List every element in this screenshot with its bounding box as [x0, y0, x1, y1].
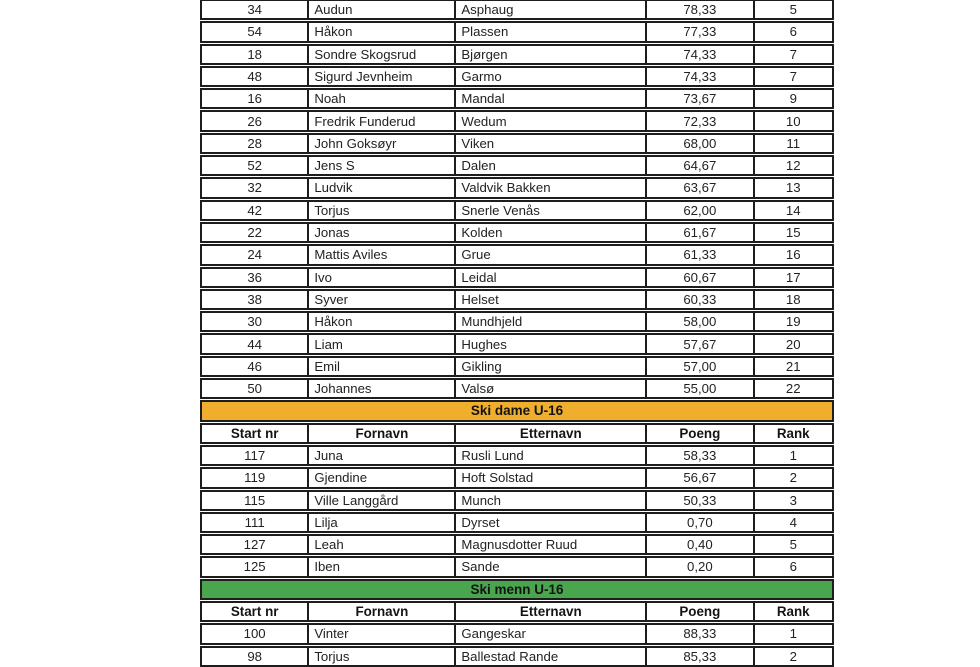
cell-etternavn: Valdvik Bakken — [456, 179, 647, 196]
header-cell-startnr: Start nr — [202, 425, 309, 442]
cell-etternavn: Kolden — [456, 224, 647, 241]
cell-etternavn: Wedum — [456, 112, 647, 129]
cell-fornavn: Jens S — [309, 157, 456, 174]
cell-rank: 1 — [789, 626, 797, 642]
table-row — [200, 289, 834, 310]
cell-startnr: 52 — [202, 157, 309, 174]
table-row — [200, 66, 834, 87]
section-band — [200, 400, 834, 421]
cell-fornavn: Liam — [309, 335, 456, 352]
table-row — [200, 0, 834, 20]
cell-etternavn: Plassen — [456, 23, 647, 40]
cell-fornavn: Leah — [309, 536, 456, 553]
cell-startnr: 100 — [202, 625, 309, 642]
cell-rank: 6 — [789, 24, 797, 40]
cell-poeng: 61,33 — [647, 246, 754, 263]
cell-poeng: 57,67 — [647, 335, 754, 352]
cell-etternavn: Hughes — [456, 335, 647, 352]
cell-poeng: 74,33 — [647, 46, 754, 63]
table-row — [200, 133, 834, 154]
cell-poeng: 60,67 — [647, 269, 754, 286]
table-row — [200, 534, 834, 555]
cell-etternavn: Mandal — [456, 90, 647, 107]
header-cell-etternavn: Etternavn — [456, 425, 647, 442]
cell-etternavn: Snerle Venås — [456, 202, 647, 219]
cell-fornavn: Emil — [309, 358, 456, 375]
cell-startnr: 24 — [202, 246, 309, 263]
cell-etternavn: Leidal — [456, 269, 647, 286]
cell-etternavn: Magnusdotter Ruud — [456, 536, 647, 553]
cell-poeng: 58,33 — [647, 447, 754, 464]
table-row — [200, 467, 834, 488]
table-row — [200, 155, 834, 176]
cell-fornavn: Syver — [309, 291, 456, 308]
table-row — [200, 490, 834, 511]
header-cell-rank: Rank — [776, 425, 810, 441]
section-band-label: Ski menn U-16 — [470, 581, 564, 597]
header-cell-poeng: Poeng — [647, 425, 754, 442]
cell-etternavn: Grue — [456, 246, 647, 263]
cell-poeng: 68,00 — [647, 135, 754, 152]
cell-etternavn: Garmo — [456, 68, 647, 85]
table-row — [200, 110, 834, 131]
cell-etternavn: Dyrset — [456, 514, 647, 531]
cell-poeng: 74,33 — [647, 68, 754, 85]
table-row — [200, 44, 834, 65]
section-band — [200, 579, 834, 600]
cell-etternavn: Munch — [456, 492, 647, 509]
cell-rank: 18 — [785, 291, 801, 307]
cell-rank: 2 — [789, 470, 797, 486]
cell-startnr: 26 — [202, 112, 309, 129]
cell-poeng: 61,67 — [647, 224, 754, 241]
table-row — [200, 177, 834, 198]
cell-etternavn: Sande — [456, 558, 647, 575]
cell-poeng: 57,00 — [647, 358, 754, 375]
cell-fornavn: Johannes — [309, 380, 456, 397]
header-cell-fornavn: Fornavn — [309, 603, 456, 620]
cell-startnr: 46 — [202, 358, 309, 375]
table-row — [200, 445, 834, 466]
cell-rank: 6 — [789, 559, 797, 575]
cell-startnr: 98 — [202, 648, 309, 665]
cell-startnr: 42 — [202, 202, 309, 219]
results-table — [200, 0, 834, 667]
cell-fornavn: Mattis Aviles — [309, 246, 456, 263]
cell-fornavn: Juna — [309, 447, 456, 464]
cell-startnr: 127 — [202, 536, 309, 553]
cell-poeng: 64,67 — [647, 157, 754, 174]
cell-startnr: 111 — [202, 514, 309, 531]
cell-startnr: 34 — [202, 1, 309, 18]
table-row — [200, 556, 834, 577]
cell-fornavn: Vinter — [309, 625, 456, 642]
cell-startnr: 125 — [202, 558, 309, 575]
table-row — [200, 222, 834, 243]
cell-etternavn: Ballestad Rande — [456, 648, 647, 665]
cell-startnr: 22 — [202, 224, 309, 241]
cell-etternavn: Gangeskar — [456, 625, 647, 642]
cell-fornavn: Sigurd Jevnheim — [309, 68, 456, 85]
cell-startnr: 28 — [202, 135, 309, 152]
table-row — [200, 267, 834, 288]
cell-fornavn: Ville Langgård — [309, 492, 456, 509]
cell-startnr: 38 — [202, 291, 309, 308]
cell-rank: 20 — [785, 336, 801, 352]
cell-etternavn: Dalen — [456, 157, 647, 174]
cell-startnr: 48 — [202, 68, 309, 85]
cell-fornavn: Torjus — [309, 202, 456, 219]
cell-poeng: 73,67 — [647, 90, 754, 107]
cell-poeng: 77,33 — [647, 23, 754, 40]
header-cell-rank: Rank — [776, 603, 810, 619]
cell-poeng: 63,67 — [647, 179, 754, 196]
cell-fornavn: Lilja — [309, 514, 456, 531]
header-cell-etternavn: Etternavn — [456, 603, 647, 620]
table-row — [200, 311, 834, 332]
cell-startnr: 54 — [202, 23, 309, 40]
section-band-label: Ski dame U-16 — [470, 403, 564, 419]
cell-rank: 14 — [785, 202, 801, 218]
cell-rank: 7 — [789, 46, 797, 62]
cell-rank: 7 — [789, 68, 797, 84]
cell-poeng: 60,33 — [647, 291, 754, 308]
cell-rank: 16 — [785, 247, 801, 263]
cell-etternavn: Valsø — [456, 380, 647, 397]
cell-fornavn: Håkon — [309, 313, 456, 330]
cell-startnr: 44 — [202, 335, 309, 352]
table-row — [200, 88, 834, 109]
cell-poeng: 50,33 — [647, 492, 754, 509]
table-row — [200, 646, 834, 667]
cell-fornavn: Audun — [309, 1, 456, 18]
cell-rank: 17 — [785, 269, 801, 285]
cell-poeng: 88,33 — [647, 625, 754, 642]
cell-rank: 2 — [789, 648, 797, 664]
table-row — [200, 21, 834, 42]
cell-rank: 15 — [785, 225, 801, 241]
table-row — [200, 244, 834, 265]
table-row — [200, 356, 834, 377]
cell-fornavn: Gjendine — [309, 469, 456, 486]
table-row — [200, 200, 834, 221]
cell-rank: 22 — [785, 381, 801, 397]
header-cell-startnr: Start nr — [202, 603, 309, 620]
cell-poeng: 58,00 — [647, 313, 754, 330]
cell-startnr: 18 — [202, 46, 309, 63]
cell-rank: 9 — [789, 91, 797, 107]
cell-startnr: 36 — [202, 269, 309, 286]
cell-fornavn: Torjus — [309, 648, 456, 665]
cell-startnr: 117 — [202, 447, 309, 464]
cell-rank: 5 — [789, 2, 797, 18]
cell-rank: 3 — [789, 492, 797, 508]
cell-rank: 10 — [785, 113, 801, 129]
cell-etternavn: Helset — [456, 291, 647, 308]
header-cell-poeng: Poeng — [647, 603, 754, 620]
cell-poeng: 56,67 — [647, 469, 754, 486]
cell-rank: 13 — [785, 180, 801, 196]
cell-fornavn: Ivo — [309, 269, 456, 286]
table-row — [200, 623, 834, 644]
cell-etternavn: Gikling — [456, 358, 647, 375]
cell-startnr: 16 — [202, 90, 309, 107]
cell-fornavn: Håkon — [309, 23, 456, 40]
table-row — [200, 378, 834, 399]
cell-fornavn: Noah — [309, 90, 456, 107]
cell-rank: 1 — [789, 447, 797, 463]
cell-etternavn: Asphaug — [456, 1, 647, 18]
cell-startnr: 50 — [202, 380, 309, 397]
header-row — [200, 601, 834, 622]
cell-poeng: 85,33 — [647, 648, 754, 665]
cell-startnr: 119 — [202, 469, 309, 486]
cell-poeng: 0,20 — [647, 558, 754, 575]
cell-rank: 5 — [789, 537, 797, 553]
cell-poeng: 0,70 — [647, 514, 754, 531]
cell-startnr: 30 — [202, 313, 309, 330]
cell-poeng: 55,00 — [647, 380, 754, 397]
cell-rank: 19 — [785, 314, 801, 330]
cell-poeng: 72,33 — [647, 112, 754, 129]
cell-poeng: 0,40 — [647, 536, 754, 553]
cell-fornavn: Jonas — [309, 224, 456, 241]
cell-etternavn: Bjørgen — [456, 46, 647, 63]
header-row — [200, 423, 834, 444]
cell-poeng: 62,00 — [647, 202, 754, 219]
cell-etternavn: Viken — [456, 135, 647, 152]
table-row — [200, 512, 834, 533]
cell-etternavn: Mundhjeld — [456, 313, 647, 330]
cell-rank: 12 — [785, 158, 801, 174]
cell-rank: 21 — [785, 358, 801, 374]
cell-etternavn: Hoft Solstad — [456, 469, 647, 486]
cell-rank: 11 — [786, 135, 801, 151]
table-row — [200, 333, 834, 354]
cell-fornavn: Iben — [309, 558, 456, 575]
cell-startnr: 32 — [202, 179, 309, 196]
cell-fornavn: Fredrik Funderud — [309, 112, 456, 129]
header-cell-fornavn: Fornavn — [309, 425, 456, 442]
cell-rank: 4 — [789, 514, 797, 530]
cell-fornavn: Ludvik — [309, 179, 456, 196]
cell-fornavn: Sondre Skogsrud — [309, 46, 456, 63]
cell-startnr: 115 — [202, 492, 309, 509]
cell-poeng: 78,33 — [647, 1, 754, 18]
cell-fornavn: John Goksøyr — [309, 135, 456, 152]
cell-etternavn: Rusli Lund — [456, 447, 647, 464]
